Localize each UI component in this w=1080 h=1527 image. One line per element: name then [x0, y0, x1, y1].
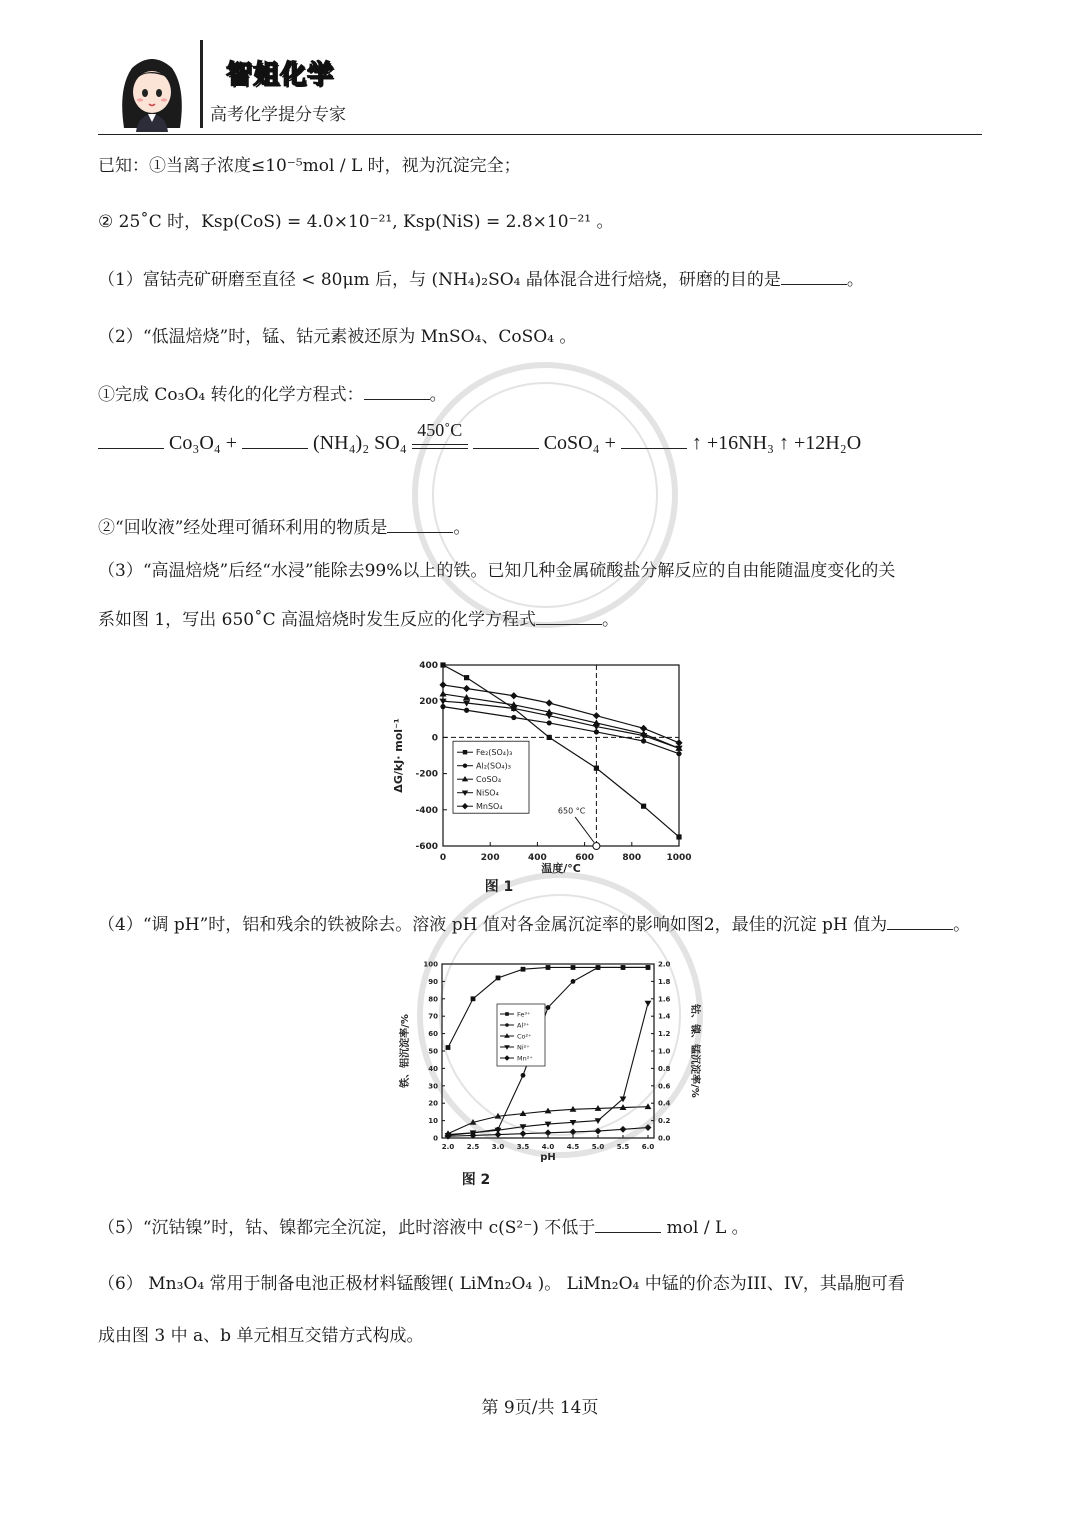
- y-right-tick-label: 1.0: [658, 1047, 671, 1056]
- x-tick-label: 400: [528, 853, 547, 863]
- y-axis-label: ΔG/kJ· mol⁻¹: [392, 718, 405, 793]
- equation-product-1: CoSO₄ +: [543, 432, 616, 454]
- question-2-part-1-text: ①完成 Co₃O₄ 转化的化学方程式：: [98, 385, 364, 405]
- x-tick-label: 2.0: [441, 1143, 455, 1151]
- data-point: [440, 704, 445, 709]
- data-point: [596, 965, 601, 970]
- legend-label: CoSO₄: [476, 775, 502, 785]
- x-tick-label: 5.5: [616, 1143, 630, 1151]
- data-point: [521, 1073, 526, 1078]
- y-right-tick-label: 0.4: [658, 1099, 671, 1108]
- x-axis-label: 温度/°C: [541, 862, 581, 875]
- data-point: [511, 715, 516, 720]
- y-left-tick-label: 30: [428, 1082, 438, 1091]
- data-point: [521, 967, 526, 972]
- question-4-text: （4）“调 pH”时，铝和残余的铁被除去。溶液 pH 值对各金属沉淀率的影响如图2，最佳的沉淀 pH 值为: [98, 915, 888, 935]
- x-axis-label: pH: [540, 1152, 556, 1163]
- x-tick-label: 1000: [666, 853, 692, 863]
- annotation-marker: [593, 843, 600, 850]
- data-point: [676, 834, 681, 839]
- answer-blank[interactable]: [595, 1216, 661, 1233]
- figure-caption: 图 2: [461, 1172, 491, 1188]
- x-tick-label: 4.0: [541, 1143, 555, 1151]
- y-tick-label: 200: [419, 697, 438, 708]
- data-point: [594, 766, 599, 771]
- reaction-temperature: 450˚C: [417, 420, 463, 440]
- y-right-axis-label: 钴、镍、锰沉淀率/%: [689, 1004, 700, 1098]
- question-3: （3）“高温焙烧”后经“水浸”能除去99%以上的铁。已知几种金属硫酸盐分解反应的自由能随温度变化的关: [98, 561, 896, 581]
- y-left-tick-label: 60: [428, 1030, 438, 1039]
- header-divider: [200, 40, 203, 128]
- question-4: [98, 910, 970, 935]
- legend-label: Al³⁺: [517, 1021, 530, 1030]
- legend-label: NiSO₄: [476, 788, 499, 798]
- answer-blank[interactable]: [536, 608, 602, 625]
- data-point: [571, 965, 576, 970]
- coefficient-blank[interactable]: [242, 432, 308, 449]
- question-1-text: （1）富钴壳矿研磨至直径 < 80μm 后，与 (NH₄)₂SO₄ 晶体混合进行焙烧，研磨的目的是: [98, 270, 781, 290]
- data-point: [446, 1045, 451, 1050]
- y-left-tick-label: 0: [433, 1134, 438, 1143]
- data-point: [496, 976, 501, 981]
- y-right-tick-label: 1.4: [658, 1012, 671, 1021]
- y-right-tick-label: 1.6: [658, 995, 671, 1004]
- data-point: [546, 1005, 551, 1010]
- y-right-tick-label: 2.0: [658, 960, 671, 969]
- answer-blank[interactable]: [887, 913, 953, 930]
- y-left-tick-label: 70: [428, 1012, 438, 1021]
- question-2: （2）“低温焙烧”时，锰、钴元素被还原为 MnSO₄、CoSO₄ 。: [98, 327, 577, 347]
- figure-2-chart: [392, 952, 704, 1194]
- y-left-tick-label: 90: [428, 977, 438, 986]
- data-point: [641, 804, 646, 809]
- question-5: [98, 1213, 749, 1238]
- question-6: （6） Mn₃O₄ 常用于制备电池正极材料锰酸锂( LiMn₂O₄ )。 LiMn₂O₄ 中锰的价态为III、IV，其晶胞可看: [98, 1274, 905, 1294]
- x-tick-label: 800: [622, 853, 642, 863]
- question-2-part-1-end: 。: [429, 385, 447, 405]
- y-tick-label: 400: [419, 661, 438, 671]
- answer-blank[interactable]: [364, 383, 430, 400]
- y-right-tick-label: 1.8: [658, 977, 671, 986]
- data-point: [621, 965, 626, 970]
- equation-reactant-2: (NH₄)₂ SO₄: [313, 432, 407, 454]
- question-3-cont-end: 。: [601, 610, 619, 630]
- x-tick-label: 0: [439, 853, 447, 863]
- y-left-tick-label: 100: [423, 960, 438, 969]
- y-left-tick-label: 10: [428, 1117, 438, 1126]
- data-point: [676, 751, 681, 756]
- question-1-end: 。: [846, 270, 864, 290]
- x-tick-label: 200: [480, 853, 500, 863]
- avatar-icon: [112, 48, 192, 132]
- brand-title: 智姐化学: [226, 60, 335, 90]
- y-tick-label: -600: [415, 842, 438, 852]
- question-5-unit: mol / L 。: [666, 1218, 749, 1238]
- y-right-tick-label: 0.6: [658, 1082, 671, 1091]
- equals-sign: [412, 444, 468, 449]
- chemical-equation: [98, 420, 862, 455]
- y-right-tick-label: 1.2: [658, 1030, 671, 1039]
- figure-caption: 图 1: [484, 879, 514, 895]
- x-tick-label: 3.5: [516, 1143, 530, 1151]
- data-point: [547, 735, 552, 740]
- legend-label: Al₂(SO₄)₃: [476, 761, 511, 771]
- legend-marker: [505, 1023, 509, 1027]
- legend-label: Mn²⁺: [517, 1054, 533, 1063]
- x-tick-label: 4.5: [566, 1143, 580, 1151]
- question-2-part-2: [98, 513, 470, 538]
- question-1: [98, 265, 864, 290]
- x-tick-label: 2.5: [466, 1143, 480, 1151]
- x-tick-label: 600: [575, 853, 594, 863]
- y-left-tick-label: 20: [428, 1099, 438, 1108]
- legend-label: MnSO₄: [476, 802, 503, 812]
- equation-reactant-1: Co₃O₄ +: [169, 432, 238, 454]
- question-2-part-2-end: 。: [453, 518, 471, 538]
- annotation-label: 650 °C: [557, 806, 586, 816]
- legend-label: Ni²⁺: [517, 1043, 530, 1052]
- legend-label: Co²⁺: [517, 1032, 532, 1041]
- data-point: [440, 662, 445, 667]
- y-right-tick-label: 0.8: [658, 1064, 671, 1073]
- data-point: [464, 675, 469, 680]
- x-tick-label: 6.0: [641, 1143, 655, 1151]
- equation-product-2: ↑ +16NH₃ ↑ +12H₂O: [691, 432, 862, 454]
- given-condition-2: ② 25˚C 时，Ksp(CoS) = 4.0×10⁻²¹, Ksp(NiS) = 2.8×10⁻²¹ 。: [98, 212, 614, 232]
- y-left-tick-label: 80: [428, 995, 438, 1004]
- y-tick-label: 0: [431, 733, 438, 744]
- data-point: [546, 965, 551, 970]
- legend: [453, 741, 529, 813]
- legend-marker: [463, 764, 467, 768]
- given-condition-1: 已知：①当离子浓度≤10⁻⁵mol / L 时，视为沉淀完全；: [98, 156, 521, 176]
- question-2-part-2-text: ②“回收液”经处理可循环利用的物质是: [98, 518, 388, 538]
- legend: [497, 1004, 545, 1066]
- y-tick-label: -400: [415, 805, 438, 816]
- answer-blank[interactable]: [387, 516, 453, 533]
- legend-marker: [505, 1012, 509, 1016]
- figure-1-chart: [386, 655, 696, 900]
- y-right-tick-label: 0.0: [658, 1134, 671, 1143]
- data-point: [571, 979, 576, 984]
- reaction-condition: [412, 420, 468, 449]
- data-point: [471, 996, 476, 1001]
- question-2-part-1: [98, 380, 447, 405]
- coefficient-blank[interactable]: [473, 432, 539, 449]
- question-6-cont: 成由图 3 中 a、b 单元相互交错方式构成。: [98, 1326, 424, 1346]
- x-tick-label: 3.0: [491, 1143, 505, 1151]
- legend-marker: [463, 750, 467, 754]
- product-blank[interactable]: [621, 432, 687, 449]
- y-tick-label: -200: [415, 769, 438, 780]
- question-5-text: （5）“沉钴镍”时，钴、镍都完全沉淀，此时溶液中 c(S²⁻) 不低于: [98, 1218, 596, 1238]
- coefficient-blank[interactable]: [98, 432, 164, 449]
- data-point: [547, 720, 552, 725]
- y-left-tick-label: 40: [428, 1064, 438, 1073]
- data-point: [464, 708, 469, 713]
- legend-label: Fe₂(SO₄)₃: [476, 748, 513, 758]
- question-3-cont-text: 系如图 1，写出 650˚C 高温焙烧时发生反应的化学方程式: [98, 610, 536, 630]
- data-point: [646, 965, 651, 970]
- data-point: [594, 729, 599, 734]
- y-right-tick-label: 0.2: [658, 1117, 671, 1126]
- legend-label: Fe³⁺: [517, 1010, 531, 1019]
- question-3-cont: [98, 605, 619, 630]
- answer-blank[interactable]: [781, 268, 847, 285]
- page-header: [98, 40, 982, 135]
- x-tick-label: 5.0: [591, 1143, 605, 1151]
- brand-slogan: 高考化学提分专家: [210, 105, 346, 125]
- y-left-axis-label: 铁、铝沉淀率/%: [400, 1014, 411, 1088]
- data-point: [641, 738, 646, 743]
- y-left-tick-label: 50: [428, 1047, 438, 1056]
- page-number: 第 9页/共 14页: [481, 1398, 599, 1418]
- question-4-end: 。: [953, 915, 971, 935]
